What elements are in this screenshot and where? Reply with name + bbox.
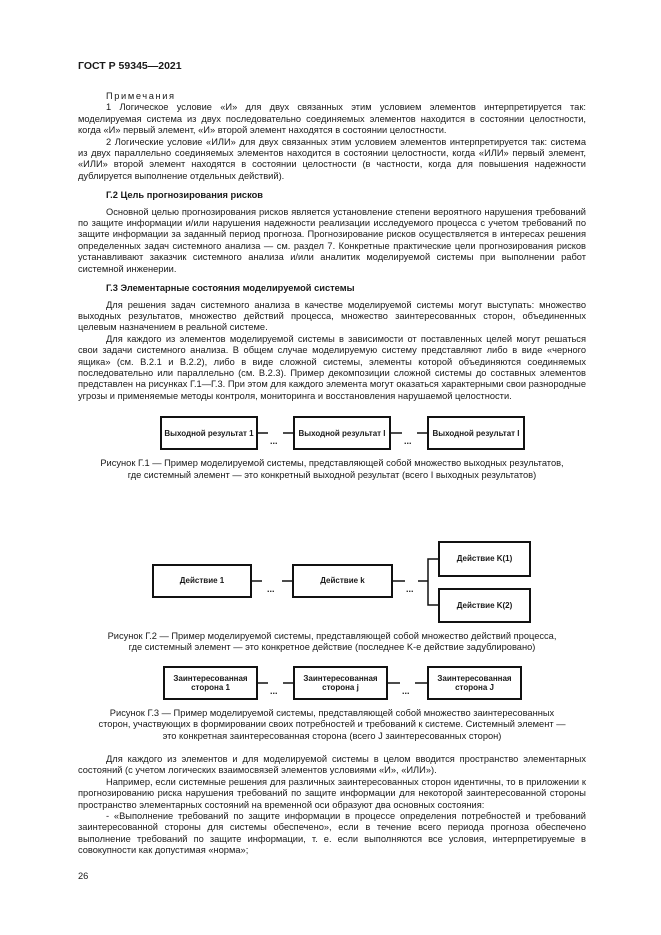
figure3-caption bbox=[78, 708, 586, 742]
figure2-box-action-K1: Действие K(1) bbox=[438, 541, 531, 577]
paragraph: Основной целью прогнозирования рисков является установление степени вероятного нарушения требований по защите информации и/или нарушения надежности реализации исследуемого процесса с учетом требований по защите информации за заданный период прогноза. Прогнозирование рисков осуществляется в интересах решения определенных задач системного анализа — см. раздел 7. Конкретные практические цели прогнозирования рисков устанавливают заказчик системного анализа и/или аналитик моделируемой системы при выполнении работ системной инженерии. bbox=[78, 206, 586, 274]
section-g3 bbox=[78, 283, 586, 402]
ellipsis: ... bbox=[270, 685, 278, 696]
figure3-box-party-J: Заинтересованная сторона J bbox=[427, 666, 522, 700]
figure1-box-result-i: Выходной результат I bbox=[293, 416, 391, 450]
page-number: 26 bbox=[78, 870, 89, 881]
paragraph: Для каждого из элементов и для моделируемой системы в целом вводится пространство элементарных состояний (с учетом логических взаимосвязей элементов условиями «И», «ИЛИ»). bbox=[78, 754, 586, 776]
section-heading: Г.2 Цель прогнозирования рисков bbox=[106, 190, 264, 201]
caption-line: сторон, участвующих в формировании своих потребностей и требований к системе. Системный элемент — bbox=[98, 719, 566, 730]
paragraph: - «Выполнение требований по защите информации в процессе определения потребностей и требований заинтересованной стороны для системы обеспечено», если в течение всего периода прогноза обеспечено выполнение требований по защите информации, т. е. если выполняются все условия, интерпретируемые в совокупности как допустимая «норма»; bbox=[78, 811, 586, 856]
figure1 bbox=[78, 416, 586, 452]
figure2-box-action-K2: Действие K(2) bbox=[438, 588, 531, 623]
closing-text bbox=[78, 754, 586, 857]
ellipsis: ... bbox=[270, 436, 278, 447]
figure2-box-action-k: Действие k bbox=[292, 564, 393, 598]
figure1-box-result-last: Выходной результат I bbox=[427, 416, 525, 450]
figure3-box-party-1: Заинтересованная сторона 1 bbox=[163, 666, 258, 700]
ellipsis: ... bbox=[267, 583, 275, 594]
caption-line: где системный элемент — это конкретное действие (последнее K-е действие задублировано) bbox=[128, 642, 536, 653]
caption-line: Рисунок Г.1 — Пример моделируемой системы, представляющей собой множество выходных результатов, bbox=[100, 458, 564, 469]
figure1-caption bbox=[78, 458, 586, 481]
ellipsis: ... bbox=[402, 685, 410, 696]
ellipsis: ... bbox=[406, 583, 414, 594]
notes-block bbox=[78, 91, 586, 182]
note-2: 2 Логические условие «ИЛИ» для двух связанных этим условием элементов интерпретируется так: система из двух параллельно соединяемых элементов находится в состоянии целостности, когда «ИЛИ» первый элемент, «ИЛИ» второй элемент находятся в состоянии целостности (в частности, когда для повышения надежности дублируется выполнение отдельных действий). bbox=[78, 136, 586, 181]
paragraph: Для каждого из элементов моделируемой системы в зависимости от поставленных целей могут решаться свои задачи системного анализа. В общем случае моделируемую систему представляют либо в виде «черного ящика» (см. В.2.1 и В.2.2), либо в виде сложной системы, элементы которой объединяются соединяемых последовательно или параллельно (см. В.2.3). Пример декомпозиции сложной системы до составных элементов представлен на рисунках Г.1—Г.3. При этом для каждого элемента могут оказаться характерными свои разнородные угрозы и применяемые методы контроля, мониторинга и восстановления нарушаемой целостности. bbox=[78, 333, 586, 401]
paragraph: Для решения задач системного анализа в качестве моделируемой системы могут выступать: множество выходных результатов, множество действий процесса, множество заинтересованных сторон, объединенных целевым назначением в реальной системе. bbox=[78, 299, 586, 333]
page-column bbox=[78, 0, 586, 882]
caption-line: Рисунок Г.2 — Пример моделируемой системы, представляющей собой множество действий процесса, bbox=[107, 630, 557, 641]
ellipsis: ... bbox=[404, 436, 412, 447]
figure3 bbox=[78, 666, 586, 702]
paragraph: Например, если системные решения для различных заинтересованных сторон идентичны, то в приложении к прогнозированию риска нарушения требований по защите информации для некоторой заинтересованной стороны пространство элементарных состояний на временной оси образуют два основных состояния: bbox=[78, 776, 586, 810]
figure2-box-action-1: Действие 1 bbox=[152, 564, 252, 598]
note-1: 1 Логическое условие «И» для двух связанных этим условием элементов интерпретируется так: моделируемая система из двух последовательно соединяемых элементов находится в состоянии целостности, когда «И» первый элемент, «И» второй элемент находятся в состоянии целостности. bbox=[78, 102, 586, 136]
caption-line: где системный элемент — это конкретный выходной результат (всего I выходных результатов) bbox=[127, 469, 537, 480]
caption-line: это конкретная заинтересованная сторона (всего J заинтересованных сторон) bbox=[162, 730, 502, 741]
section-heading: Г.3 Элементарные состояния моделируемой системы bbox=[106, 283, 355, 294]
caption-line: Рисунок Г.3 — Пример моделируемой системы, представляющей собой множество заинтересованных bbox=[109, 707, 555, 718]
figure1-box-result-1: Выходной результат 1 bbox=[160, 416, 258, 450]
figure2-caption bbox=[78, 631, 586, 654]
figure3-box-party-j: Заинтересованная сторона j bbox=[293, 666, 388, 700]
figure2 bbox=[78, 541, 586, 625]
document-header: ГОСТ Р 59345—2021 bbox=[78, 60, 182, 72]
section-g2 bbox=[78, 190, 586, 275]
notes-title: Примечания bbox=[106, 91, 176, 101]
